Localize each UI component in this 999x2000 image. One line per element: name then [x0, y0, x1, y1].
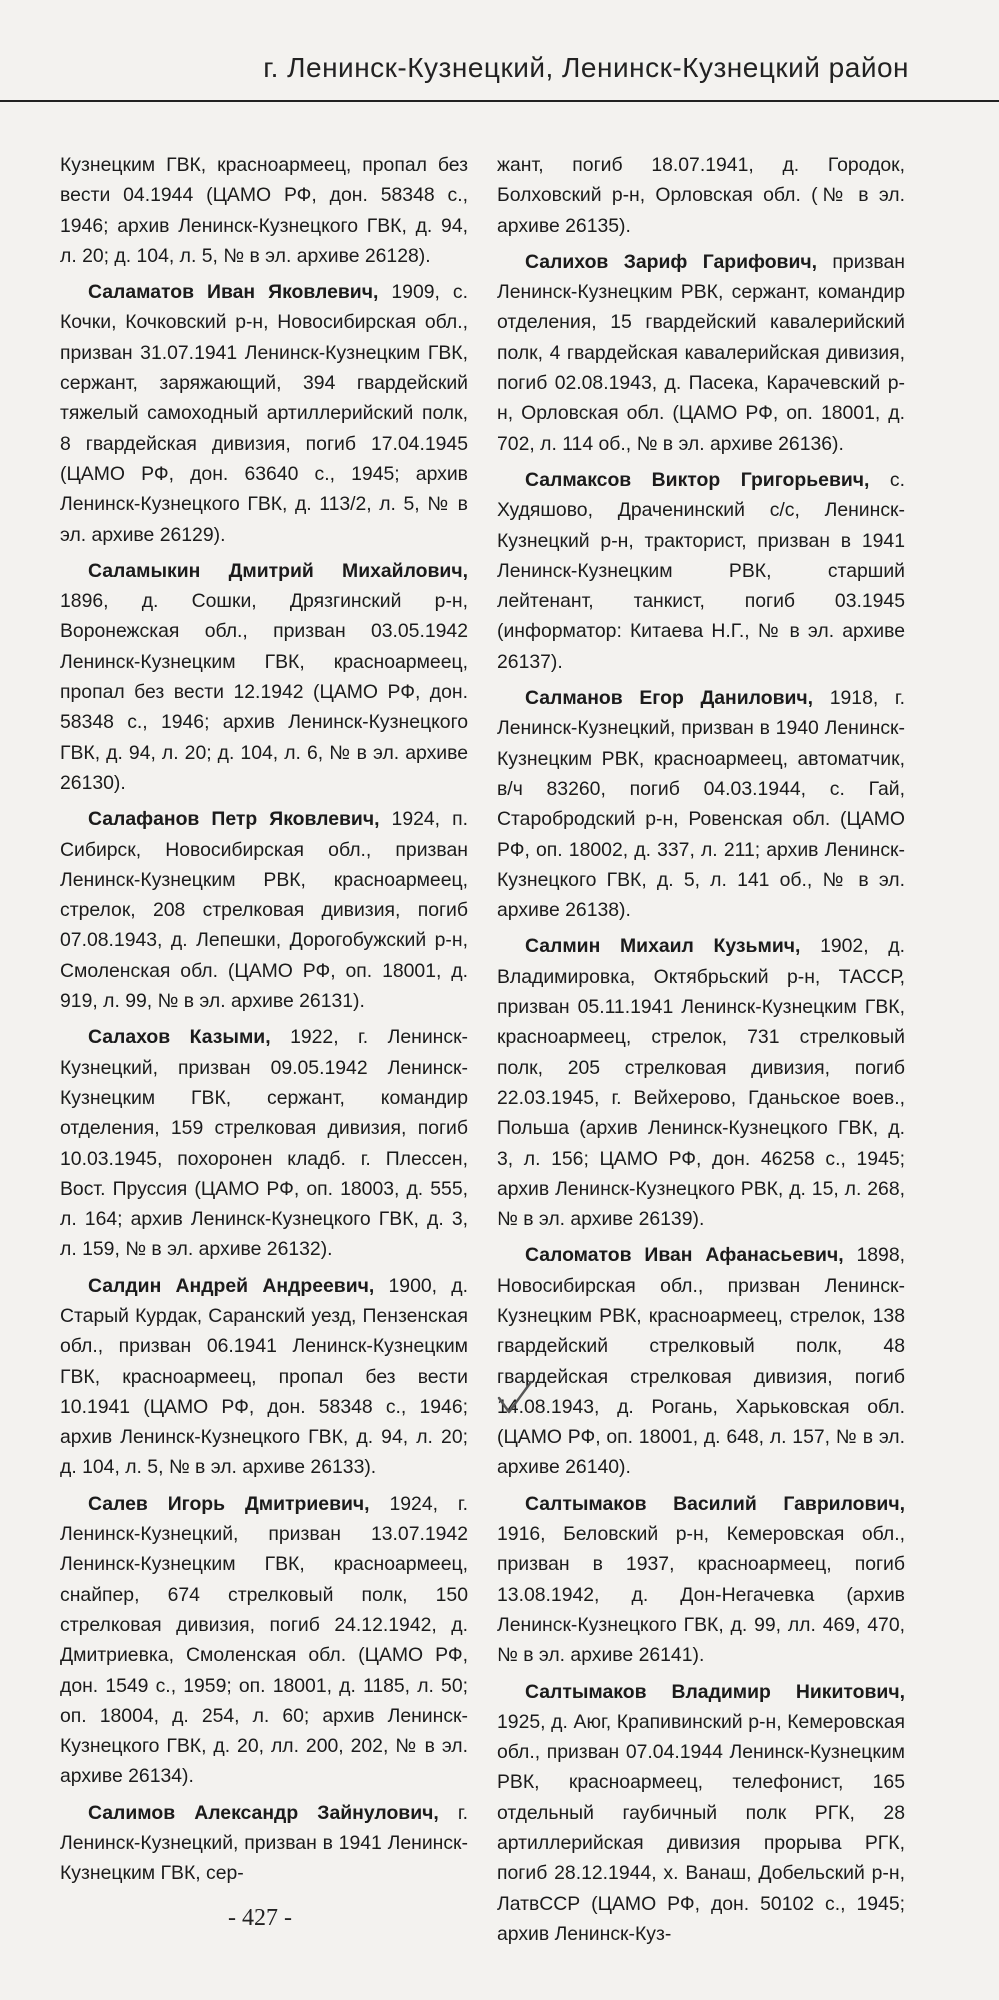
- entry-name: Салдин Андрей Андреевич,: [88, 1274, 375, 1297]
- entry-name: Салмин Михаил Кузьмич,: [525, 935, 801, 958]
- entry: [497, 465, 905, 677]
- entry-text: 1922, г. Ленинск-Кузнецкий, призван 09.05.1942 Ленинск-Кузнецким ГВК, сержант, командир отделения, 159 стрелковая дивизия, погиб 10.03.1945, похоронен кладб. г. Плессен, Вост. Пруссия (ЦАМО РФ, оп. 18003, д. 555, л. 164; архив Ленинск-Кузнецкого ГВК, д. 3, л. 159, № в эл. архиве 26132).: [60, 1026, 469, 1261]
- right-column: [497, 150, 905, 1955]
- entry-text: 1924, п. Сибирск, Новосибирская обл., призван Ленинск-Кузнецким РВК, красноармеец, стрелок, 208 стрелковая дивизия, погиб 07.08.1943, д. Лепешки, Дорогобужский р-н, Смоленская обл. (ЦАМО РФ, оп. 18001, д. 919, л. 99, № в эл. архиве 26131).: [60, 808, 468, 1013]
- entry: [497, 1677, 905, 1950]
- entry-text: с. Худяшово, Драченинский с/с, Ленинск-Кузнецкий р-н, тракторист, призван в 1941 Ленинск-Кузнецким РВК, старший лейтенант, танкист, погиб 03.1945 (информатор: Китаева Н.Г., № в эл. архиве 26137).: [497, 468, 905, 673]
- page-number: - 427 -: [228, 1905, 292, 1931]
- entry-text: 1900, д. Старый Курдак, Саранский уезд, Пензенская обл., призван 06.1941 Ленинск-Кузнецким ГВК, красноармеец, пропал без вести 10.1941 (ЦАМО РФ, дон. 58348 с., 1946; архив Ленинск-Кузнецкого ГВК, д. 94, л. 20; д. 104, л. 5, № в эл. архиве 26133).: [60, 1274, 468, 1479]
- entry: [60, 1798, 468, 1889]
- entry: [497, 247, 905, 459]
- entry-name: Салтымаков Василий Гаврилович,: [525, 1492, 905, 1515]
- entry-name: Салимов Александр Зайнулович,: [88, 1801, 439, 1824]
- entry: [497, 1489, 905, 1671]
- entry: [60, 1489, 468, 1792]
- entry: [60, 556, 468, 798]
- entry: [497, 150, 905, 241]
- entry-name: Салтымаков Владимир Никитович,: [525, 1680, 905, 1703]
- entry-name: Салафанов Петр Яковлевич,: [88, 808, 380, 831]
- entry-text: призван Ленинск-Кузнецким РВК, сержант, командир отделения, 15 гвардейский кавалерийский полк, 4 гвардейская кавалерийская дивизия, погиб 02.08.1943, д. Пасека, Карачевский р-н, Орловская обл. (ЦАМО РФ, оп. 18001, д. 702, л. 114 об., № в эл. архиве 26136).: [497, 250, 905, 455]
- entry-name: Салев Игорь Дмитриевич,: [88, 1492, 370, 1515]
- entry-name: Саломатов Иван Афанасьевич,: [525, 1244, 844, 1267]
- entry-text: 1924, г. Ленинск-Кузнецкий, призван 13.07.1942 Ленинск-Кузнецким ГВК, красноармеец, снайпер, 674 стрелковый полк, 150 стрелковая дивизия, погиб 24.12.1942, д. Дмитриевка, Смоленская обл. (ЦАМО РФ, дон. 1549 с., 1959; оп. 18001, д. 1185, л. 50; оп. 18004, д. 254, л. 60; архив Ленинск-Кузнецкого ГВК, д. 20, лл. 200, 202, № в эл. архиве 26134).: [60, 1492, 468, 1788]
- entry: [497, 1240, 905, 1482]
- entry: [60, 277, 468, 550]
- entry-text: жант, погиб 18.07.1941, д. Городок, Болховский р-н, Орловская обл. (№ в эл. архиве 26135).: [497, 154, 905, 237]
- entry: [60, 1271, 468, 1483]
- entry: [60, 804, 468, 1016]
- entry-text: Кузнецким ГВК, красноармеец, пропал без вести 04.1944 (ЦАМО РФ, дон. 58348 с., 1946; архив Ленинск-Кузнецкого ГВК, д. 94, л. 20; д. 104, л. 5, № в эл. архиве 26128).: [60, 154, 468, 267]
- header-title: г. Ленинск-Кузнецкий, Ленинск-Кузнецкий район: [263, 52, 909, 83]
- entry-text: 1896, д. Сошки, Дрязгинский р-н, Воронежская обл., призван 03.05.1942 Ленинск-Кузнецким ГВК, красноармеец, пропал без вести 12.1942 (ЦАМО РФ, дон. 58348 с., 1946; архив Ленинск-Кузнецкого ГВК, д. 94, л. 20; д. 104, л. 6, № в эл. архиве 26130).: [60, 590, 468, 794]
- running-header: [220, 52, 909, 84]
- entry: [497, 683, 905, 925]
- entry-name: Саламыкин Дмитрий Михайлович,: [88, 559, 468, 582]
- entry-text: 1898, Новосибирская обл., призван Ленинск-Кузнецким РВК, красноармеец, стрелок, 138 гвардейский стрелковый полк, 48 гвардейская стрелковая дивизия, погиб 14.08.1943, д. Рогань, Харьковская обл. (ЦАМО РФ, оп. 18001, д. 648, л. 157, № в эл. архиве 26140).: [497, 1244, 905, 1479]
- entry-text: 1925, д. Аюг, Крапивинский р-н, Кемеровская обл., призван 07.04.1944 Ленинск-Кузнецким РВК, красноармеец, телефонист, 165 отдельный гаубичный полк РГК, 28 артиллерийская дивизия прорыва РГК, погиб 28.12.1944, х. Ванаш, Добельский р-н, ЛатвССР (ЦАМО РФ, дон. 50102 с., 1945; архив Ленинск-Куз-: [497, 1710, 905, 1945]
- entry-text: 1916, Беловский р-н, Кемеровская обл., призван в 1937, красноармеец, погиб 13.08.1942, д. Дон-Негачевка (архив Ленинск-Кузнецкого ГВК, д. 99, лл. 469, 470, № в эл. архиве 26141).: [497, 1523, 905, 1667]
- entry: [60, 1022, 468, 1264]
- left-column: [60, 150, 468, 1895]
- entry-name: Саламатов Иван Яковлевич,: [88, 281, 379, 304]
- checkmark-icon: [495, 1378, 535, 1418]
- entry: [497, 931, 905, 1234]
- entry: [60, 150, 468, 271]
- entry-text: 1909, с. Кочки, Кочковский р-н, Новосибирская обл., призван 31.07.1941 Ленинск-Кузнецким ГВК, сержант, заряжающий, 394 гвардейский тяжелый самоходный артиллерийский полк, 8 гвардейская дивизия, погиб 17.04.1945 (ЦАМО РФ, дон. 63640 с., 1945; архив Ленинск-Кузнецкого ГВК, д. 113/2, л. 5, № в эл. архиве 26129).: [60, 281, 468, 546]
- entry-text: 1902, д. Владимировка, Октябрьский р-н, ТАССР, призван 05.11.1941 Ленинск-Кузнецким ГВК, красноармеец, стрелок, 731 стрелковый полк, 205 стрелковая дивизия, погиб 22.03.1945, г. Вейхерово, Гданьское воев., Польша (архив Ленинск-Кузнецкого ГВК, д. 3, л. 156; ЦАМО РФ, дон. 46258 с., 1945; архив Ленинск-Кузнецкого РВК, д. 15, л. 268, № в эл. архиве 26139).: [497, 935, 905, 1231]
- entry-name: Салахов Казыми,: [88, 1026, 271, 1049]
- entry-text: г. Ленинск-Кузнецкий, призван в 1941 Ленинск-Кузнецким ГВК, сер-: [60, 1801, 468, 1885]
- entry-name: Салмаксов Виктор Григорьевич,: [525, 468, 870, 491]
- entry-name: Салихов Зариф Гарифович,: [525, 250, 818, 273]
- entry-text: 1918, г. Ленинск-Кузнецкий, призван в 1940 Ленинск-Кузнецким РВК, красноармеец, автоматчик, в/ч 83260, погиб 04.03.1944, с. Гай, Старобродский р-н, Ровенская обл. (ЦАМО РФ, оп. 18002, д. 337, л. 211; архив Ленинск-Кузнецкого ГВК, д. 5, л. 141 об., № в эл. архиве 26138).: [497, 687, 905, 922]
- header-rule: [0, 100, 999, 102]
- entry-name: Салманов Егор Данилович,: [525, 687, 814, 710]
